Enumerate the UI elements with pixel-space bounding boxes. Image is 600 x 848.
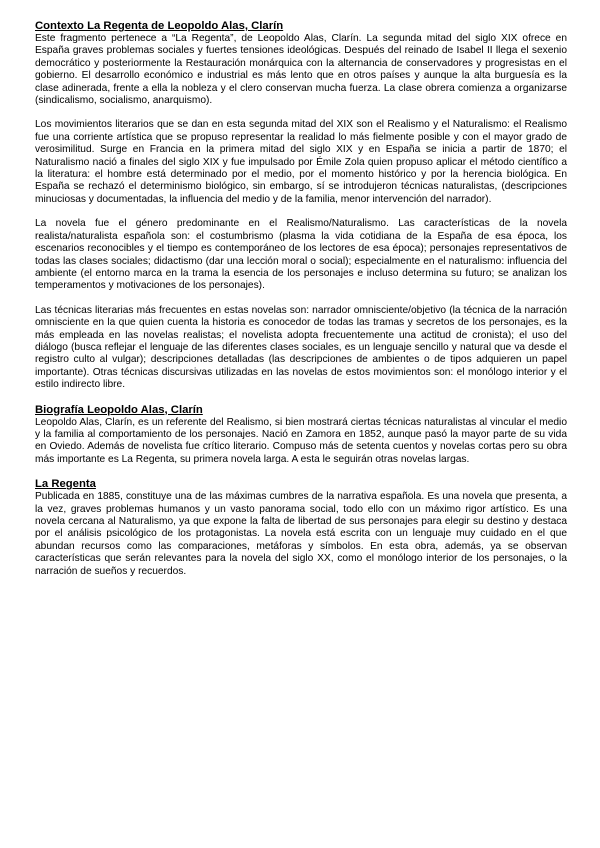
paragraph-contexto-2: Los movimientos literarios que se dan en esta segunda mitad del XIX son el Realismo y el Naturalismo: el Realismo fue una corriente artística que se propuso representar la realidad lo más fielmente posible y con el mayor grado de verosimilitud. Surge en Francia en la primera mitad del siglo XIX y en España se inicia a partir de 1870; el Naturalismo nació a finales del siglo XIX y fue impulsado por Émile Zola quien propuso aplicar el método científico a la literatura: el hombre está determinado por el medio, por el momento histórico y por la herencia biológica. En España se rechazó el determinismo biológico, sin embargo, sí se introdujeron técnicas naturalistas, (descripciones minuciosas y documentadas, la influencia del medio y de la familia, menor intervención del narrador). (35, 119, 567, 205)
paragraph-regenta-1: Publicada en 1885, constituye una de las máximas cumbres de la narrativa española. Es una novela que presenta, a la vez, graves problemas humanos y un vasto panorama social, todo ello con un máximo rigor artístico. Es una novela cercana al Naturalismo, ya que expone la falta de libertad de sus personajes para elegir su destino y destaca por el análisis psicológico de los protagonistas. La novela está escrita con un lenguaje muy cuidado en el que abundan recursos como las comparaciones, metáforas y símbolos. En esta obra, además, ya se observan características que serán relevantes para la novela del siglo XX, como el monólogo interior de los personajes, o la narración de sueños y recuerdos. (35, 491, 567, 577)
section-title-contexto: Contexto La Regenta de Leopoldo Alas, Clarín (35, 20, 284, 32)
paragraph-contexto-4: Las técnicas literarias más frecuentes en estas novelas son: narrador omnisciente/objetivo (la técnica de la narración omnisciente en la que quien cuenta la historia es conocedor de todas las tramas y secretos de los personajes, es la más empleada en las novelas realistas; el novelista adopta frecuentemente una actitud de cronista); el uso del diálogo (busca reflejar el lenguaje de las diferentes clases sociales, es un lenguaje sencillo y natural que va desde el registro culto al vulgar); descripciones detalladas (las descripciones de ambientes o de tipos adquieren un papel importante). Otras técnicas discursivas utilizadas en las novelas de estos movimientos son: el monólogo interior y el estilo indirecto libre. (35, 304, 567, 391)
section-title-biografia: Biografía Leopoldo Alas, Clarín (35, 403, 203, 416)
paragraph-contexto-3: La novela fue el género predominante en el Realismo/Naturalismo. Las características de la novela realista/naturalista española son: el costumbrismo (plasma la vida cotidiana de la España de esa época, los escenarios reconocibles y el tiempo es contemporáneo de los lectores de esa época); personajes representativos de todas las clases sociales; didactismo (dar una lección moral o social); especialmente en el naturalismo: influencia del ambiente (el entorno marca en la trama la esencia de los personajes e incluso determina su futuro; se analizan los temperamentos y motivaciones de los personajes). (35, 218, 567, 292)
paragraph-biografia-1: Leopoldo Alas, Clarín, es un referente del Realismo, si bien mostrará ciertas técnicas naturalistas al vincular el medio y la familia al comportamiento de los personajes. Nació en Zamora en 1852, aunque pasó la mayor parte de su vida en Oviedo. Además de novelista fue crítico literario. Compuso más de setenta cuentos y novelas cortas pero su obra más importante es La Regenta, su primera novela larga. A esta le seguirán otras novelas largas. (35, 416, 567, 465)
document-page (35, 20, 567, 578)
section-title-regenta: La Regenta (35, 478, 96, 491)
paragraph-contexto-1: Este fragmento pertenece a “La Regenta”, de Leopoldo Alas, Clarín. La segunda mitad del siglo XIX ofrece en España graves problemas sociales y fuertes tensiones ideológicas. Después del reinado de Isabel II llega el sexenio democrático y posteriormente la Restauración monárquica con la alternancia de conservadores y progresistas en el gobierno. El desarrollo económico e industrial es más lento que en otros países y aunque la alta burguesía es la clase adinerada, frente a ella la nobleza y el clero conservan mucha fuerza. La clase obrera comienza a organizarse (sindicalismo, socialismo, anarquismo). (35, 33, 567, 107)
